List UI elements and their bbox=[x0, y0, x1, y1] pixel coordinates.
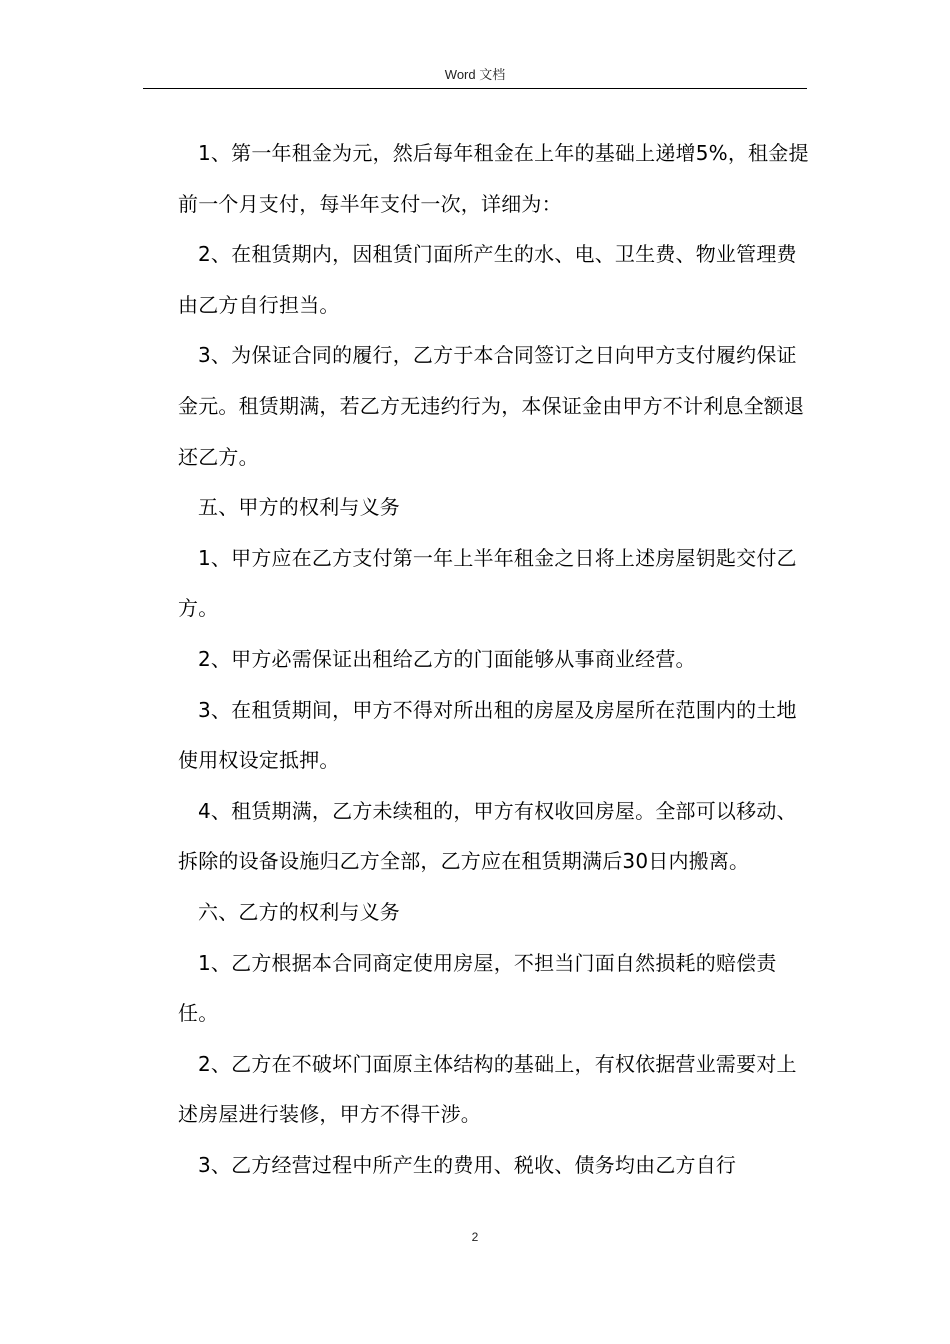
paragraph: 4、租赁期满，乙方未续租的，甲方有权收回房屋。全部可以移动、拆除的设备设施归乙方全部，乙方应在租赁期满后30日内搬离。 bbox=[178, 798, 797, 874]
paragraph: 2、在租赁期内，因租赁门面所产生的水、电、卫生费、物业管理费由乙方自行担当。 bbox=[178, 242, 797, 317]
document-body bbox=[178, 128, 810, 1190]
paragraph: 3、在租赁期间，甲方不得对所出租的房屋及房屋所在范围内的土地使用权设定抵押。 bbox=[178, 697, 797, 773]
paragraph: 3、为保证合同的履行，乙方于本合同签订之日向甲方支付履约保证金元。租赁期满，若乙方无违约行为，本保证金由甲方不计利息全额退还乙方。 bbox=[178, 343, 805, 469]
paragraph: 2、甲方必需保证出租给乙方的门面能够从事商业经营。 bbox=[198, 646, 696, 671]
section-heading: 五、甲方的权利与义务 bbox=[198, 495, 400, 520]
paragraph: 1、第一年租金为元，然后每年租金在上年的基础上递增5%，租金提前一个月支付，每半年支付一次，详细为： bbox=[178, 141, 809, 216]
page-number: 2 bbox=[471, 1230, 479, 1244]
paragraph: 3、乙方经营过程中所产生的费用、税收、债务均由乙方自行 bbox=[198, 1152, 737, 1177]
page-header: Word 文档 bbox=[444, 67, 506, 82]
header-divider bbox=[143, 88, 807, 89]
paragraph: 1、甲方应在乙方支付第一年上半年租金之日将上述房屋钥匙交付乙方。 bbox=[178, 545, 797, 621]
paragraph: 1、乙方根据本合同商定使用房屋，不担当门面自然损耗的赔偿责任。 bbox=[178, 950, 777, 1026]
section-heading: 六、乙方的权利与义务 bbox=[198, 899, 400, 924]
paragraph: 2、乙方在不破坏门面原主体结构的基础上，有权依据营业需要对上述房屋进行装修，甲方不得干涉。 bbox=[178, 1051, 797, 1127]
